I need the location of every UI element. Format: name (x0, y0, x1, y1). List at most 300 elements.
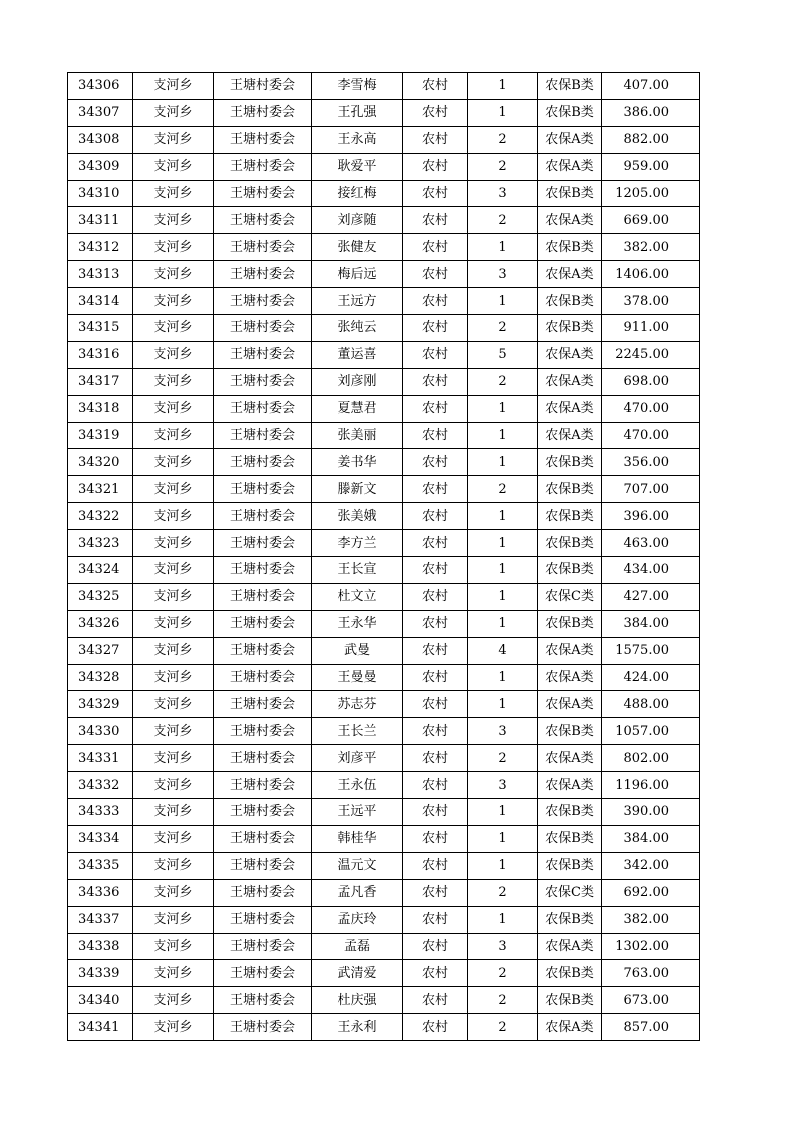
township-cell: 支河乡 (133, 341, 214, 368)
household-count-cell: 1 (468, 530, 538, 557)
insurance-type-cell: 农保B类 (538, 234, 602, 261)
insurance-type-cell: 农保B类 (538, 960, 602, 987)
table-row (68, 449, 700, 476)
name-cell: 王永高 (312, 126, 403, 153)
table-row (68, 772, 700, 799)
amount-cell: 1196.00 (602, 772, 700, 799)
insurance-type-cell: 农保B类 (538, 315, 602, 342)
village-committee-cell: 王塘村委会 (214, 153, 312, 180)
name-cell: 韩桂华 (312, 825, 403, 852)
insurance-type-cell: 农保A类 (538, 261, 602, 288)
amount-cell: 707.00 (602, 476, 700, 503)
category-cell: 农村 (403, 664, 468, 691)
record-id-cell: 34324 (68, 557, 133, 584)
village-committee-cell: 王塘村委会 (214, 476, 312, 503)
name-cell: 王长兰 (312, 718, 403, 745)
amount-cell: 882.00 (602, 126, 700, 153)
insurance-type-cell: 农保B类 (538, 718, 602, 745)
insurance-type-cell: 农保B类 (538, 557, 602, 584)
township-cell: 支河乡 (133, 180, 214, 207)
category-cell: 农村 (403, 825, 468, 852)
record-id-cell: 34320 (68, 449, 133, 476)
table-row (68, 180, 700, 207)
township-cell: 支河乡 (133, 315, 214, 342)
table-row (68, 1014, 700, 1041)
record-id-cell: 34338 (68, 933, 133, 960)
township-cell: 支河乡 (133, 422, 214, 449)
record-id-cell: 34319 (68, 422, 133, 449)
category-cell: 农村 (403, 852, 468, 879)
village-committee-cell: 王塘村委会 (214, 745, 312, 772)
village-committee-cell: 王塘村委会 (214, 933, 312, 960)
table-row (68, 825, 700, 852)
amount-cell: 386.00 (602, 99, 700, 126)
township-cell: 支河乡 (133, 825, 214, 852)
category-cell: 农村 (403, 476, 468, 503)
category-cell: 农村 (403, 933, 468, 960)
table-row (68, 207, 700, 234)
village-committee-cell: 王塘村委会 (214, 825, 312, 852)
table-row (68, 852, 700, 879)
record-id-cell: 34333 (68, 799, 133, 826)
table-row (68, 718, 700, 745)
household-count-cell: 1 (468, 99, 538, 126)
amount-cell: 463.00 (602, 530, 700, 557)
household-count-cell: 1 (468, 449, 538, 476)
name-cell: 杜文立 (312, 583, 403, 610)
household-count-cell: 2 (468, 745, 538, 772)
category-cell: 农村 (403, 449, 468, 476)
village-committee-cell: 王塘村委会 (214, 852, 312, 879)
record-id-cell: 34307 (68, 99, 133, 126)
household-count-cell: 3 (468, 718, 538, 745)
township-cell: 支河乡 (133, 368, 214, 395)
table-row (68, 691, 700, 718)
household-count-cell: 2 (468, 207, 538, 234)
household-count-cell: 1 (468, 395, 538, 422)
record-id-cell: 34309 (68, 153, 133, 180)
village-committee-cell: 王塘村委会 (214, 799, 312, 826)
category-cell: 农村 (403, 530, 468, 557)
category-cell: 农村 (403, 180, 468, 207)
record-id-cell: 34313 (68, 261, 133, 288)
township-cell: 支河乡 (133, 1014, 214, 1041)
record-id-cell: 34331 (68, 745, 133, 772)
category-cell: 农村 (403, 879, 468, 906)
record-id-cell: 34311 (68, 207, 133, 234)
village-committee-cell: 王塘村委会 (214, 449, 312, 476)
household-count-cell: 1 (468, 234, 538, 261)
name-cell: 张美丽 (312, 422, 403, 449)
village-committee-cell: 王塘村委会 (214, 987, 312, 1014)
amount-cell: 911.00 (602, 315, 700, 342)
household-count-cell: 1 (468, 825, 538, 852)
village-committee-cell: 王塘村委会 (214, 637, 312, 664)
name-cell: 姜书华 (312, 449, 403, 476)
amount-cell: 378.00 (602, 288, 700, 315)
amount-cell: 1406.00 (602, 261, 700, 288)
category-cell: 农村 (403, 637, 468, 664)
table-row (68, 503, 700, 530)
name-cell: 孟庆玲 (312, 906, 403, 933)
amount-cell: 424.00 (602, 664, 700, 691)
category-cell: 农村 (403, 718, 468, 745)
category-cell: 农村 (403, 745, 468, 772)
township-cell: 支河乡 (133, 557, 214, 584)
amount-cell: 692.00 (602, 879, 700, 906)
village-committee-cell: 王塘村委会 (214, 288, 312, 315)
amount-cell: 1575.00 (602, 637, 700, 664)
table-row (68, 234, 700, 261)
table-row (68, 879, 700, 906)
category-cell: 农村 (403, 503, 468, 530)
amount-cell: 384.00 (602, 610, 700, 637)
township-cell: 支河乡 (133, 852, 214, 879)
household-count-cell: 1 (468, 557, 538, 584)
insurance-type-cell: 农保B类 (538, 906, 602, 933)
table-row (68, 557, 700, 584)
insurance-type-cell: 农保B类 (538, 288, 602, 315)
name-cell: 王永伍 (312, 772, 403, 799)
village-committee-cell: 王塘村委会 (214, 234, 312, 261)
name-cell: 孟磊 (312, 933, 403, 960)
table-row (68, 906, 700, 933)
record-id-cell: 34339 (68, 960, 133, 987)
record-id-cell: 34306 (68, 73, 133, 100)
category-cell: 农村 (403, 288, 468, 315)
name-cell: 王远平 (312, 799, 403, 826)
table-row (68, 99, 700, 126)
table-row (68, 583, 700, 610)
household-count-cell: 2 (468, 1014, 538, 1041)
insurance-type-cell: 农保B类 (538, 503, 602, 530)
insurance-type-cell: 农保B类 (538, 987, 602, 1014)
record-id-cell: 34334 (68, 825, 133, 852)
name-cell: 杜庆强 (312, 987, 403, 1014)
record-id-cell: 34328 (68, 664, 133, 691)
village-committee-cell: 王塘村委会 (214, 180, 312, 207)
name-cell: 滕新文 (312, 476, 403, 503)
amount-cell: 857.00 (602, 1014, 700, 1041)
table-row (68, 610, 700, 637)
record-id-cell: 34315 (68, 315, 133, 342)
village-committee-cell: 王塘村委会 (214, 772, 312, 799)
household-count-cell: 2 (468, 960, 538, 987)
household-count-cell: 2 (468, 368, 538, 395)
amount-cell: 802.00 (602, 745, 700, 772)
village-committee-cell: 王塘村委会 (214, 557, 312, 584)
name-cell: 刘彦刚 (312, 368, 403, 395)
insurance-type-cell: 农保A类 (538, 772, 602, 799)
amount-cell: 384.00 (602, 825, 700, 852)
village-committee-cell: 王塘村委会 (214, 261, 312, 288)
household-count-cell: 2 (468, 126, 538, 153)
table-row (68, 476, 700, 503)
category-cell: 农村 (403, 395, 468, 422)
name-cell: 接红梅 (312, 180, 403, 207)
table-row (68, 745, 700, 772)
category-cell: 农村 (403, 987, 468, 1014)
category-cell: 农村 (403, 234, 468, 261)
township-cell: 支河乡 (133, 234, 214, 261)
insurance-type-cell: 农保A类 (538, 207, 602, 234)
record-id-cell: 34318 (68, 395, 133, 422)
amount-cell: 427.00 (602, 583, 700, 610)
table-row (68, 73, 700, 100)
table-row (68, 530, 700, 557)
township-cell: 支河乡 (133, 933, 214, 960)
record-id-cell: 34322 (68, 503, 133, 530)
category-cell: 农村 (403, 906, 468, 933)
amount-cell: 470.00 (602, 422, 700, 449)
table-row (68, 799, 700, 826)
township-cell: 支河乡 (133, 207, 214, 234)
name-cell: 武清爱 (312, 960, 403, 987)
name-cell: 梅后远 (312, 261, 403, 288)
category-cell: 农村 (403, 960, 468, 987)
record-id-cell: 34316 (68, 341, 133, 368)
category-cell: 农村 (403, 99, 468, 126)
table-row (68, 960, 700, 987)
township-cell: 支河乡 (133, 906, 214, 933)
category-cell: 农村 (403, 368, 468, 395)
village-committee-cell: 王塘村委会 (214, 503, 312, 530)
name-cell: 张美娥 (312, 503, 403, 530)
table-row (68, 153, 700, 180)
record-id-cell: 34341 (68, 1014, 133, 1041)
township-cell: 支河乡 (133, 718, 214, 745)
name-cell: 刘彦平 (312, 745, 403, 772)
township-cell: 支河乡 (133, 610, 214, 637)
insurance-type-cell: 农保A类 (538, 933, 602, 960)
township-cell: 支河乡 (133, 637, 214, 664)
table-row (68, 987, 700, 1014)
township-cell: 支河乡 (133, 99, 214, 126)
insurance-type-cell: 农保A类 (538, 341, 602, 368)
name-cell: 耿爱平 (312, 153, 403, 180)
amount-cell: 382.00 (602, 234, 700, 261)
category-cell: 农村 (403, 1014, 468, 1041)
table-row (68, 422, 700, 449)
township-cell: 支河乡 (133, 960, 214, 987)
household-count-cell: 1 (468, 503, 538, 530)
village-committee-cell: 王塘村委会 (214, 691, 312, 718)
name-cell: 王永利 (312, 1014, 403, 1041)
township-cell: 支河乡 (133, 691, 214, 718)
household-count-cell: 1 (468, 610, 538, 637)
amount-cell: 356.00 (602, 449, 700, 476)
township-cell: 支河乡 (133, 126, 214, 153)
amount-cell: 434.00 (602, 557, 700, 584)
village-committee-cell: 王塘村委会 (214, 422, 312, 449)
name-cell: 夏慧君 (312, 395, 403, 422)
record-id-cell: 34340 (68, 987, 133, 1014)
village-committee-cell: 王塘村委会 (214, 1014, 312, 1041)
amount-cell: 669.00 (602, 207, 700, 234)
record-id-cell: 34330 (68, 718, 133, 745)
township-cell: 支河乡 (133, 476, 214, 503)
record-id-cell: 34327 (68, 637, 133, 664)
category-cell: 农村 (403, 315, 468, 342)
household-count-cell: 2 (468, 153, 538, 180)
category-cell: 农村 (403, 422, 468, 449)
village-committee-cell: 王塘村委会 (214, 906, 312, 933)
category-cell: 农村 (403, 207, 468, 234)
name-cell: 李雪梅 (312, 73, 403, 100)
name-cell: 孟凡香 (312, 879, 403, 906)
table-row (68, 368, 700, 395)
village-committee-cell: 王塘村委会 (214, 610, 312, 637)
village-committee-cell: 王塘村委会 (214, 664, 312, 691)
village-committee-cell: 王塘村委会 (214, 99, 312, 126)
name-cell: 董运喜 (312, 341, 403, 368)
category-cell: 农村 (403, 691, 468, 718)
amount-cell: 390.00 (602, 799, 700, 826)
amount-cell: 959.00 (602, 153, 700, 180)
insurance-type-cell: 农保A类 (538, 368, 602, 395)
record-id-cell: 34326 (68, 610, 133, 637)
household-count-cell: 3 (468, 933, 538, 960)
insurance-type-cell: 农保A类 (538, 422, 602, 449)
household-count-cell: 3 (468, 261, 538, 288)
record-id-cell: 34310 (68, 180, 133, 207)
data-table (67, 72, 700, 1041)
village-committee-cell: 王塘村委会 (214, 207, 312, 234)
amount-cell: 1302.00 (602, 933, 700, 960)
township-cell: 支河乡 (133, 745, 214, 772)
township-cell: 支河乡 (133, 261, 214, 288)
household-count-cell: 1 (468, 583, 538, 610)
table-row (68, 288, 700, 315)
insurance-type-cell: 农保A类 (538, 1014, 602, 1041)
table-row (68, 315, 700, 342)
household-count-cell: 1 (468, 799, 538, 826)
insurance-type-cell: 农保B类 (538, 449, 602, 476)
insurance-type-cell: 农保C类 (538, 583, 602, 610)
insurance-type-cell: 农保A类 (538, 395, 602, 422)
category-cell: 农村 (403, 153, 468, 180)
record-id-cell: 34337 (68, 906, 133, 933)
record-id-cell: 34336 (68, 879, 133, 906)
township-cell: 支河乡 (133, 73, 214, 100)
name-cell: 苏志芬 (312, 691, 403, 718)
table-row (68, 637, 700, 664)
insurance-type-cell: 农保B类 (538, 610, 602, 637)
table-row (68, 261, 700, 288)
village-committee-cell: 王塘村委会 (214, 960, 312, 987)
village-committee-cell: 王塘村委会 (214, 583, 312, 610)
household-count-cell: 4 (468, 637, 538, 664)
household-count-cell: 1 (468, 73, 538, 100)
township-cell: 支河乡 (133, 530, 214, 557)
record-id-cell: 34312 (68, 234, 133, 261)
amount-cell: 407.00 (602, 73, 700, 100)
household-count-cell: 5 (468, 341, 538, 368)
record-id-cell: 34332 (68, 772, 133, 799)
amount-cell: 1205.00 (602, 180, 700, 207)
household-count-cell: 3 (468, 180, 538, 207)
village-committee-cell: 王塘村委会 (214, 73, 312, 100)
household-count-cell: 1 (468, 852, 538, 879)
village-committee-cell: 王塘村委会 (214, 879, 312, 906)
village-committee-cell: 王塘村委会 (214, 368, 312, 395)
name-cell: 温元文 (312, 852, 403, 879)
category-cell: 农村 (403, 557, 468, 584)
insurance-type-cell: 农保B类 (538, 852, 602, 879)
township-cell: 支河乡 (133, 772, 214, 799)
township-cell: 支河乡 (133, 987, 214, 1014)
category-cell: 农村 (403, 261, 468, 288)
insurance-type-cell: 农保A类 (538, 637, 602, 664)
record-id-cell: 34329 (68, 691, 133, 718)
table-row (68, 126, 700, 153)
insurance-type-cell: 农保C类 (538, 879, 602, 906)
insurance-type-cell: 农保A类 (538, 664, 602, 691)
township-cell: 支河乡 (133, 799, 214, 826)
name-cell: 张健友 (312, 234, 403, 261)
table-row (68, 933, 700, 960)
category-cell: 农村 (403, 73, 468, 100)
township-cell: 支河乡 (133, 395, 214, 422)
insurance-type-cell: 农保B类 (538, 825, 602, 852)
category-cell: 农村 (403, 583, 468, 610)
insurance-type-cell: 农保B类 (538, 530, 602, 557)
category-cell: 农村 (403, 799, 468, 826)
amount-cell: 342.00 (602, 852, 700, 879)
village-committee-cell: 王塘村委会 (214, 341, 312, 368)
name-cell: 李方兰 (312, 530, 403, 557)
amount-cell: 488.00 (602, 691, 700, 718)
amount-cell: 763.00 (602, 960, 700, 987)
township-cell: 支河乡 (133, 503, 214, 530)
amount-cell: 1057.00 (602, 718, 700, 745)
household-count-cell: 2 (468, 476, 538, 503)
household-count-cell: 1 (468, 691, 538, 718)
insurance-type-cell: 农保B类 (538, 99, 602, 126)
name-cell: 王永华 (312, 610, 403, 637)
township-cell: 支河乡 (133, 879, 214, 906)
amount-cell: 698.00 (602, 368, 700, 395)
name-cell: 张纯云 (312, 315, 403, 342)
category-cell: 农村 (403, 341, 468, 368)
category-cell: 农村 (403, 772, 468, 799)
amount-cell: 673.00 (602, 987, 700, 1014)
name-cell: 王曼曼 (312, 664, 403, 691)
table-row (68, 664, 700, 691)
name-cell: 武曼 (312, 637, 403, 664)
insurance-type-cell: 农保B类 (538, 799, 602, 826)
household-count-cell: 2 (468, 879, 538, 906)
household-count-cell: 2 (468, 987, 538, 1014)
insurance-type-cell: 农保B类 (538, 476, 602, 503)
township-cell: 支河乡 (133, 288, 214, 315)
record-id-cell: 34321 (68, 476, 133, 503)
amount-cell: 470.00 (602, 395, 700, 422)
record-id-cell: 34325 (68, 583, 133, 610)
household-count-cell: 1 (468, 422, 538, 449)
village-committee-cell: 王塘村委会 (214, 530, 312, 557)
insurance-type-cell: 农保A类 (538, 691, 602, 718)
record-id-cell: 34308 (68, 126, 133, 153)
household-count-cell: 1 (468, 288, 538, 315)
record-id-cell: 34314 (68, 288, 133, 315)
amount-cell: 2245.00 (602, 341, 700, 368)
household-count-cell: 2 (468, 315, 538, 342)
township-cell: 支河乡 (133, 449, 214, 476)
insurance-type-cell: 农保A类 (538, 745, 602, 772)
insurance-type-cell: 农保A类 (538, 126, 602, 153)
household-count-cell: 1 (468, 664, 538, 691)
